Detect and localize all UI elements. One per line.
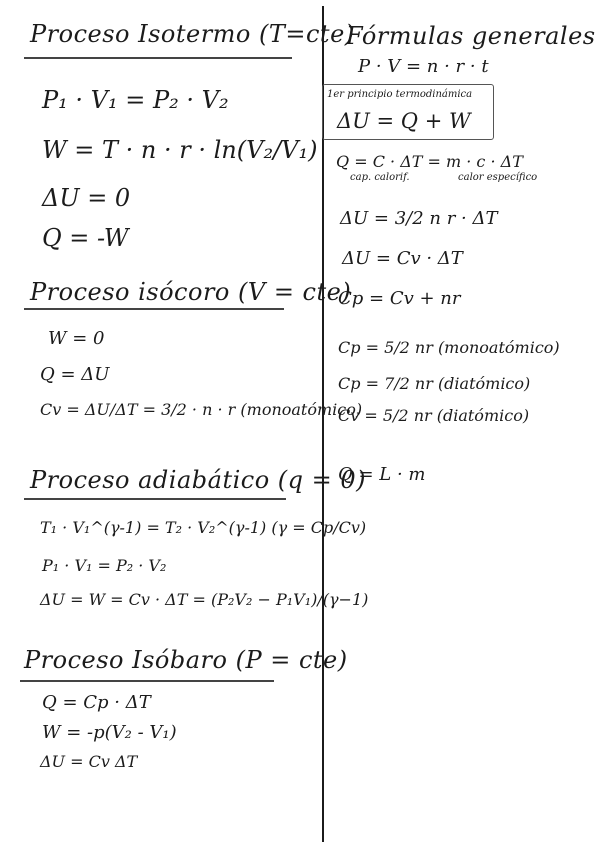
formula-line: Q = C · ΔT = m · c · ΔT: [336, 152, 523, 171]
section-title-isobaro: Proceso Isóbaro (P = cte): [24, 646, 348, 674]
section-title-isocoro: Proceso isócoro (V = cte): [30, 278, 352, 306]
formula-line: ΔU = W = Cv · ΔT = (P₂V₂ − P₁V₁)/(γ−1): [40, 590, 369, 609]
section-underline: [20, 680, 274, 682]
formula-line: ΔU = 0: [42, 184, 131, 212]
formula-subscript: cap. calorif.: [350, 172, 410, 183]
formula-line: W = T · n · r · ln(V₂/V₁): [42, 136, 318, 164]
formula-line: P₁ · V₁ = P₂ · V₂: [42, 86, 229, 114]
formula-line: Q = ΔU: [40, 364, 110, 385]
formula-line: Cp = 7/2 nr (diatómico): [338, 374, 531, 393]
section-title-isotermo: Proceso Isotermo (T=cte): [30, 20, 355, 48]
first-law-label: 1er principio termodinámica: [327, 89, 473, 100]
section-title-generales: Fórmulas generales: [346, 22, 596, 50]
first-law-formula: ΔU = Q + W: [337, 109, 471, 133]
formula-line: Cp = Cv + nr: [338, 288, 461, 309]
formula-line: Q = -W: [42, 224, 129, 252]
formula-line: T₁ · V₁^(γ-1) = T₂ · V₂^(γ-1) (γ = Cp/Cv): [40, 518, 367, 537]
formula-line: ΔU = Cv ΔT: [40, 752, 138, 771]
formula-line: Q = Cp · ΔT: [42, 692, 151, 713]
formula-line: W = -p(V₂ - V₁): [42, 722, 177, 743]
formula-line: Cv = 5/2 nr (diatómico): [338, 406, 530, 425]
formula-line: Cp = 5/2 nr (monoatómico): [338, 338, 560, 357]
section-underline: [24, 57, 292, 59]
formula-line: ΔU = Cv · ΔT: [342, 248, 463, 269]
section-underline: [24, 498, 286, 500]
formula-line: Cv = ΔU/ΔT = 3/2 · n · r (monoatómico): [40, 400, 363, 419]
first-law-box: [322, 84, 494, 140]
section-underline: [24, 308, 284, 310]
formula-subscript: calor específico: [458, 172, 538, 183]
ideal-gas-law: P · V = n · r · t: [358, 56, 489, 77]
formula-line: P₁ · V₁ = P₂ · V₂: [42, 556, 167, 575]
formula-line: Q = L · m: [338, 464, 426, 485]
section-title-adiabatico: Proceso adiabático (q = 0): [30, 466, 367, 494]
formula-line: ΔU = 3/2 n r · ΔT: [340, 208, 498, 229]
formula-line: W = 0: [48, 328, 105, 349]
